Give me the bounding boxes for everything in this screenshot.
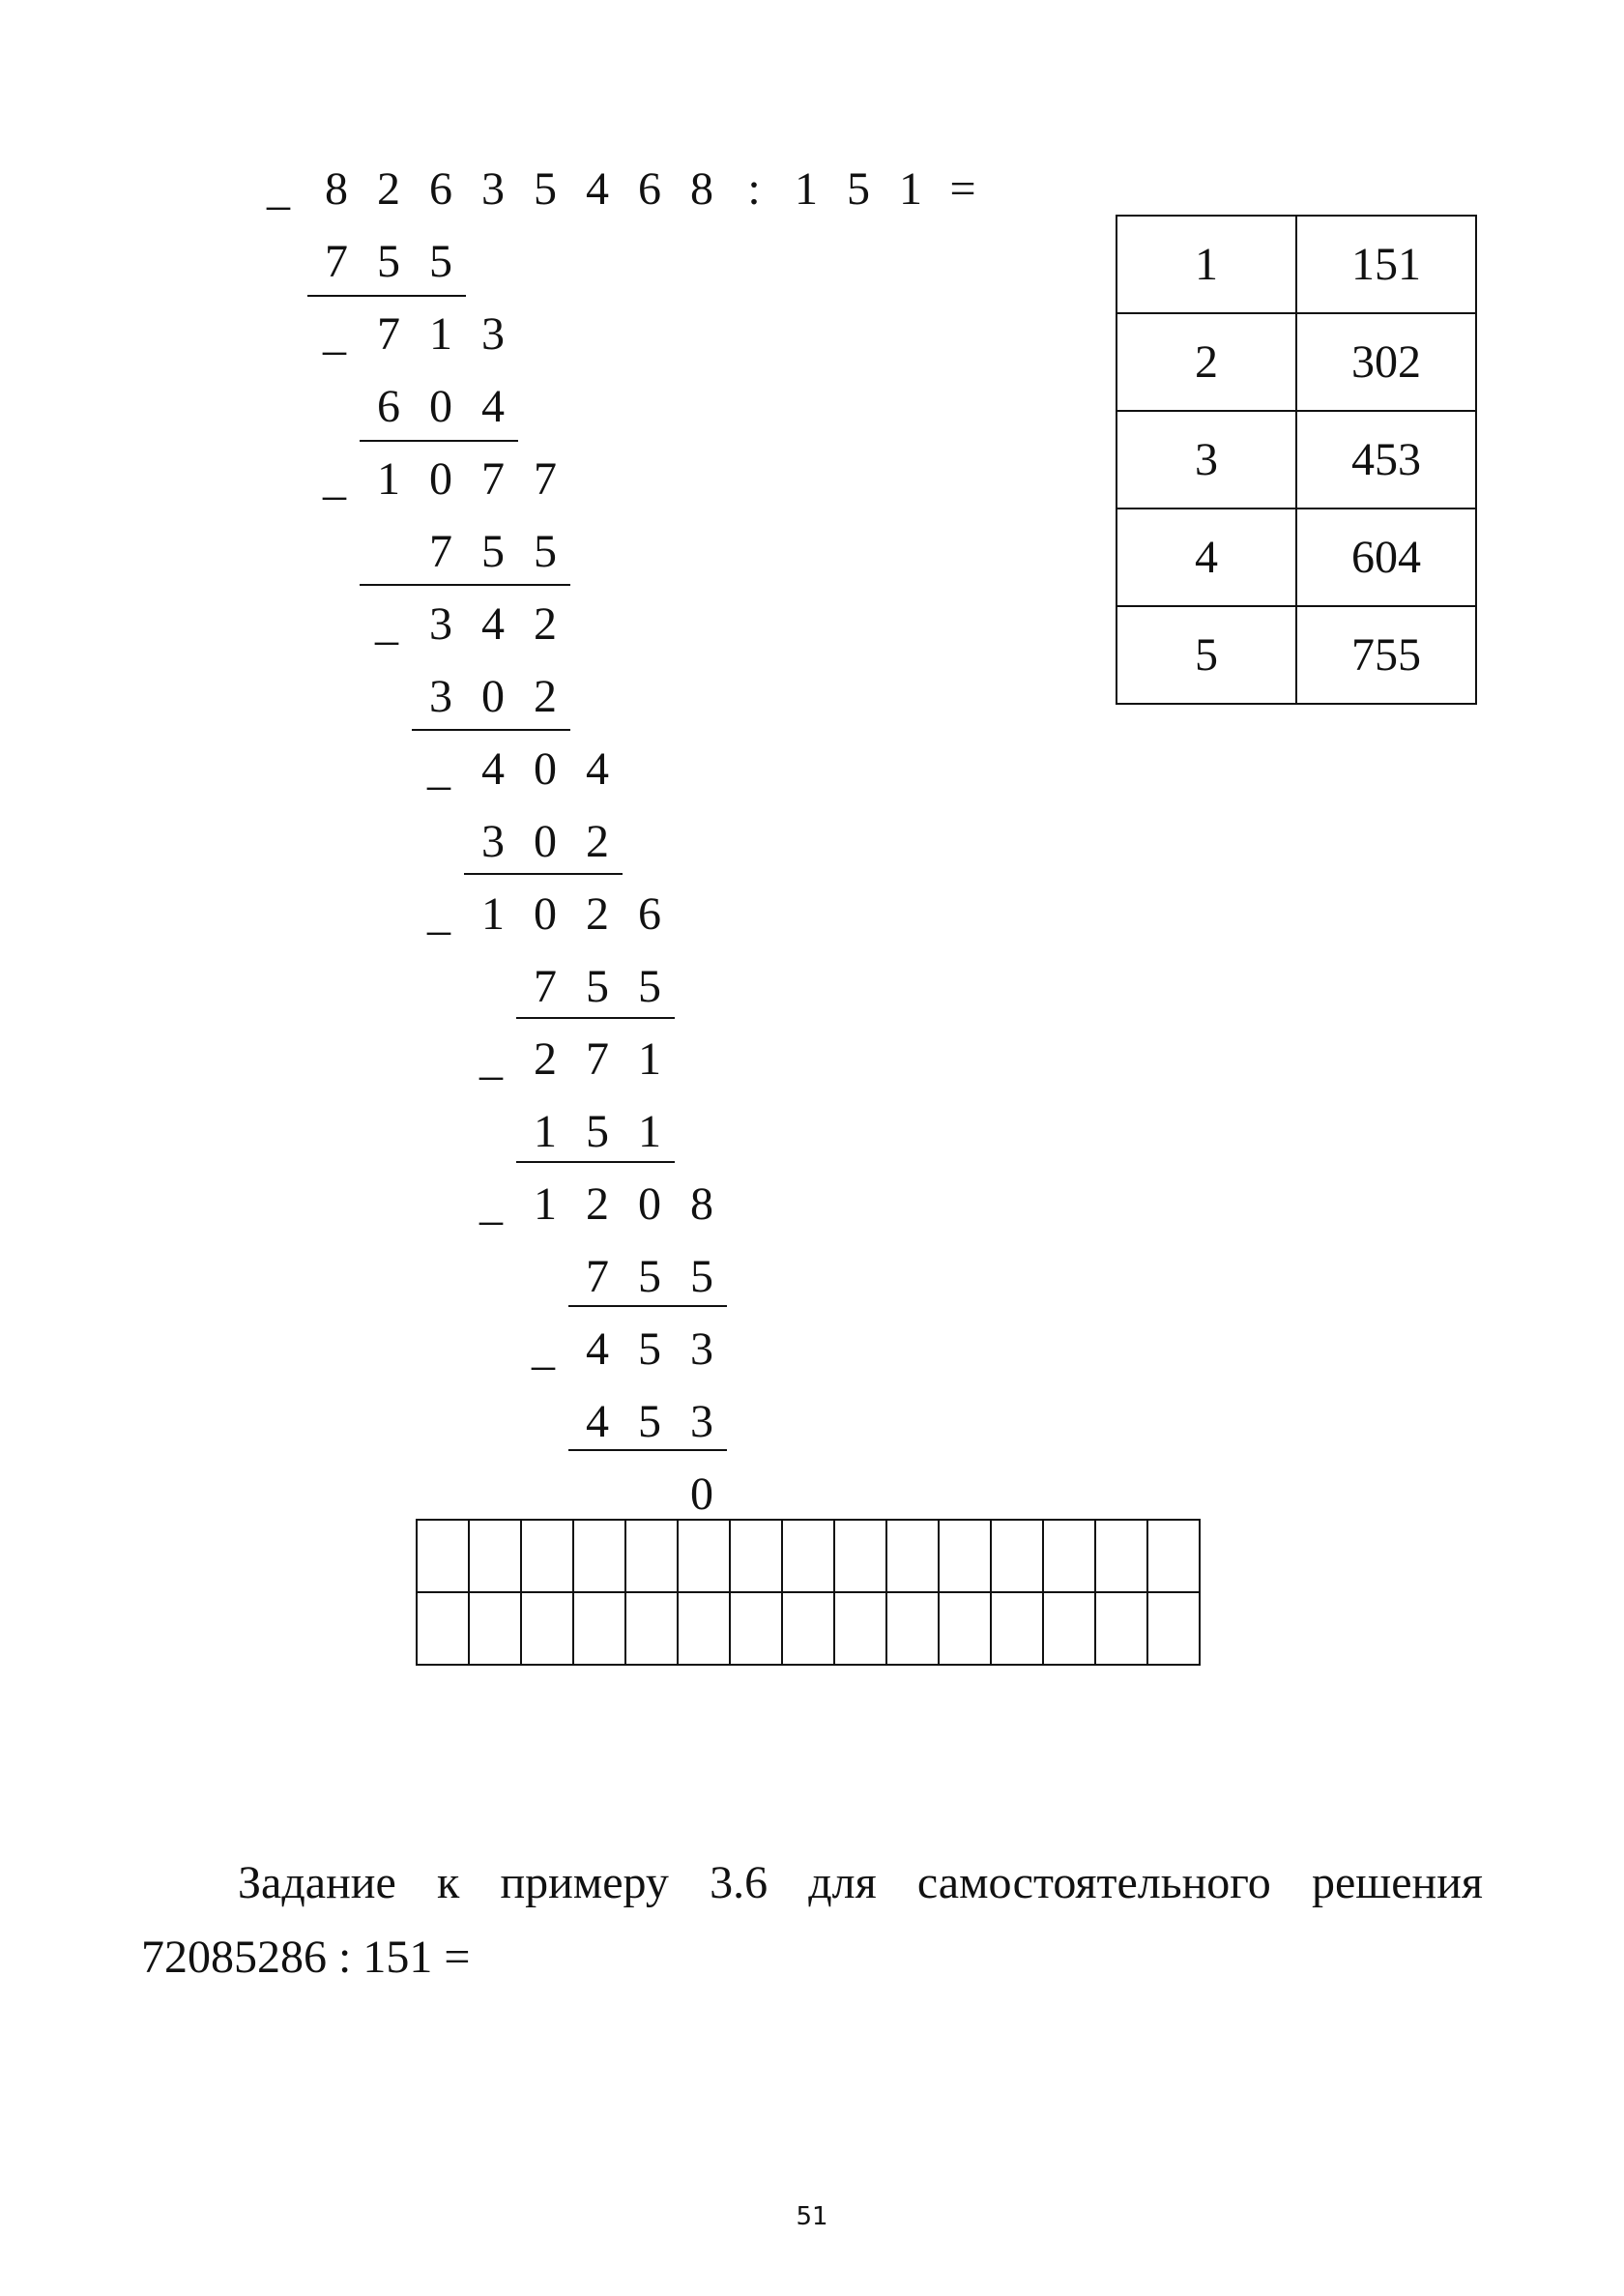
minus-sign: _ <box>427 888 450 940</box>
grid-cell <box>678 1520 730 1592</box>
subtrahend-digit: 5 <box>481 526 505 577</box>
grid-cell <box>417 1520 469 1592</box>
dividend-digit: 6 <box>638 163 661 215</box>
table-cell-factor: 2 <box>1116 313 1296 411</box>
minuend-digit: 7 <box>534 453 557 505</box>
subtrahend-digit: 1 <box>534 1106 557 1157</box>
grid-cell <box>1147 1520 1200 1592</box>
grid-cell <box>886 1520 939 1592</box>
grid-cell <box>521 1592 573 1665</box>
grid-cell <box>1043 1592 1095 1665</box>
table-cell-factor: 3 <box>1116 411 1296 509</box>
table-cell-factor: 5 <box>1116 606 1296 704</box>
table-row <box>1116 216 1476 313</box>
task-heading: Задание к примеру 3.6 для самостоятельного решения <box>238 1857 1483 1908</box>
grid-cell <box>678 1592 730 1665</box>
underline <box>568 1305 727 1307</box>
underline <box>464 873 623 875</box>
minuend-digit: 4 <box>586 1323 609 1375</box>
minuend-digit: 6 <box>638 888 661 940</box>
grid-cell <box>1095 1520 1147 1592</box>
divisor-digit: 1 <box>795 163 818 215</box>
minus-sign: _ <box>323 308 346 360</box>
dividend-digit: 8 <box>690 163 713 215</box>
minus-sign: _ <box>323 453 346 505</box>
minuend-digit: 2 <box>586 1178 609 1230</box>
underline <box>516 1017 675 1019</box>
subtrahend-digit: 3 <box>690 1396 713 1447</box>
subtrahend-digit: 3 <box>429 671 452 722</box>
minuend-digit: 0 <box>638 1178 661 1230</box>
minuend-digit: 1 <box>481 888 505 940</box>
dividend-digit: 4 <box>586 163 609 215</box>
subtrahend-digit: 4 <box>481 381 505 432</box>
subtrahend-digit: 6 <box>377 381 400 432</box>
subtrahend-digit: 5 <box>638 1396 661 1447</box>
subtrahend-digit: 0 <box>481 671 505 722</box>
grid-row <box>417 1592 1200 1665</box>
minuend-digit: 4 <box>586 743 609 795</box>
grid-row <box>417 1520 1200 1592</box>
table-row <box>1116 509 1476 606</box>
grid-cell <box>991 1592 1043 1665</box>
underline <box>307 295 466 297</box>
equals-sign: = <box>949 163 976 215</box>
subtrahend-digit: 5 <box>638 1251 661 1302</box>
minuend-digit: 2 <box>534 598 557 650</box>
grid-cell <box>886 1592 939 1665</box>
grid-cell <box>991 1520 1043 1592</box>
minuend-digit: 0 <box>534 743 557 795</box>
answer-grid <box>416 1519 1201 1666</box>
minuend-digit: 1 <box>429 308 452 360</box>
table-cell-factor: 4 <box>1116 509 1296 606</box>
multiples-table <box>1116 215 1477 705</box>
table-cell-product: 453 <box>1296 411 1476 509</box>
grid-cell <box>782 1592 834 1665</box>
grid-cell <box>730 1592 782 1665</box>
minus-sign: _ <box>267 163 290 215</box>
subtrahend-digit: 7 <box>325 236 348 287</box>
minuend-digit: 7 <box>377 308 400 360</box>
minus-sign: _ <box>427 743 450 795</box>
underline <box>360 584 570 586</box>
subtrahend-digit: 5 <box>586 1106 609 1157</box>
dividend-digit: 6 <box>429 163 452 215</box>
minuend-digit: 5 <box>638 1323 661 1375</box>
minuend-digit: 1 <box>534 1178 557 1230</box>
grid-cell <box>625 1592 678 1665</box>
grid-cell <box>469 1592 521 1665</box>
table-cell-product: 151 <box>1296 216 1476 313</box>
table-cell-factor: 1 <box>1116 216 1296 313</box>
grid-cell <box>417 1592 469 1665</box>
minus-sign: _ <box>479 1033 503 1085</box>
grid-cell <box>521 1520 573 1592</box>
subtrahend-digit: 5 <box>638 961 661 1012</box>
subtrahend-digit: 5 <box>429 236 452 287</box>
grid-cell <box>1043 1520 1095 1592</box>
grid-cell <box>573 1520 625 1592</box>
grid-cell <box>730 1520 782 1592</box>
page-number: 51 <box>796 2202 828 2231</box>
grid-cell <box>625 1520 678 1592</box>
grid-cell <box>939 1520 991 1592</box>
table-row <box>1116 411 1476 509</box>
minus-sign: _ <box>375 598 398 650</box>
grid-cell <box>834 1520 886 1592</box>
table-row <box>1116 313 1476 411</box>
minuend-digit: 3 <box>481 308 505 360</box>
subtrahend-digit: 0 <box>429 381 452 432</box>
minuend-digit: 7 <box>481 453 505 505</box>
minuend-digit: 0 <box>429 453 452 505</box>
grid-cell <box>1095 1592 1147 1665</box>
grid-cell <box>782 1520 834 1592</box>
underline <box>360 440 518 442</box>
minuend-digit: 4 <box>481 743 505 795</box>
subtrahend-digit: 1 <box>638 1106 661 1157</box>
grid-cell <box>1147 1592 1200 1665</box>
grid-cell <box>834 1592 886 1665</box>
grid-cell <box>469 1520 521 1592</box>
table-cell-product: 755 <box>1296 606 1476 704</box>
minuend-digit: 8 <box>690 1178 713 1230</box>
table-cell-product: 302 <box>1296 313 1476 411</box>
subtrahend-digit: 7 <box>429 526 452 577</box>
division-colon: : <box>747 163 761 215</box>
subtrahend-digit: 5 <box>690 1251 713 1302</box>
dividend-digit: 2 <box>377 163 400 215</box>
underline <box>568 1449 727 1451</box>
subtrahend-digit: 2 <box>586 816 609 867</box>
table-row <box>1116 606 1476 704</box>
dividend-digit: 5 <box>534 163 557 215</box>
grid-cell <box>939 1592 991 1665</box>
underline <box>412 729 570 731</box>
underline <box>516 1161 675 1163</box>
minuend-digit: 2 <box>534 1033 557 1085</box>
minuend-digit: 0 <box>534 888 557 940</box>
subtrahend-digit: 7 <box>534 961 557 1012</box>
dividend-digit: 3 <box>481 163 505 215</box>
dividend-digit: 8 <box>325 163 348 215</box>
minuend-digit: 3 <box>690 1323 713 1375</box>
subtrahend-digit: 5 <box>586 961 609 1012</box>
divisor-digit: 5 <box>847 163 870 215</box>
minuend-digit: 1 <box>377 453 400 505</box>
grid-cell <box>573 1592 625 1665</box>
subtrahend-digit: 0 <box>534 816 557 867</box>
minuend-digit: 1 <box>638 1033 661 1085</box>
minuend-digit: 4 <box>481 598 505 650</box>
minuend-digit: 2 <box>586 888 609 940</box>
subtrahend-digit: 5 <box>534 526 557 577</box>
subtrahend-digit: 5 <box>377 236 400 287</box>
task-expression: 72085286 : 151 = <box>141 1932 471 1983</box>
divisor-digit: 1 <box>899 163 922 215</box>
minus-sign: _ <box>532 1323 555 1375</box>
minuend-digit: 3 <box>429 598 452 650</box>
table-cell-product: 604 <box>1296 509 1476 606</box>
subtrahend-digit: 7 <box>586 1251 609 1302</box>
subtrahend-digit: 3 <box>481 816 505 867</box>
subtrahend-digit: 2 <box>534 671 557 722</box>
remainder-digit: 0 <box>690 1468 713 1520</box>
minus-sign: _ <box>479 1178 503 1230</box>
subtrahend-digit: 4 <box>586 1396 609 1447</box>
minuend-digit: 7 <box>586 1033 609 1085</box>
